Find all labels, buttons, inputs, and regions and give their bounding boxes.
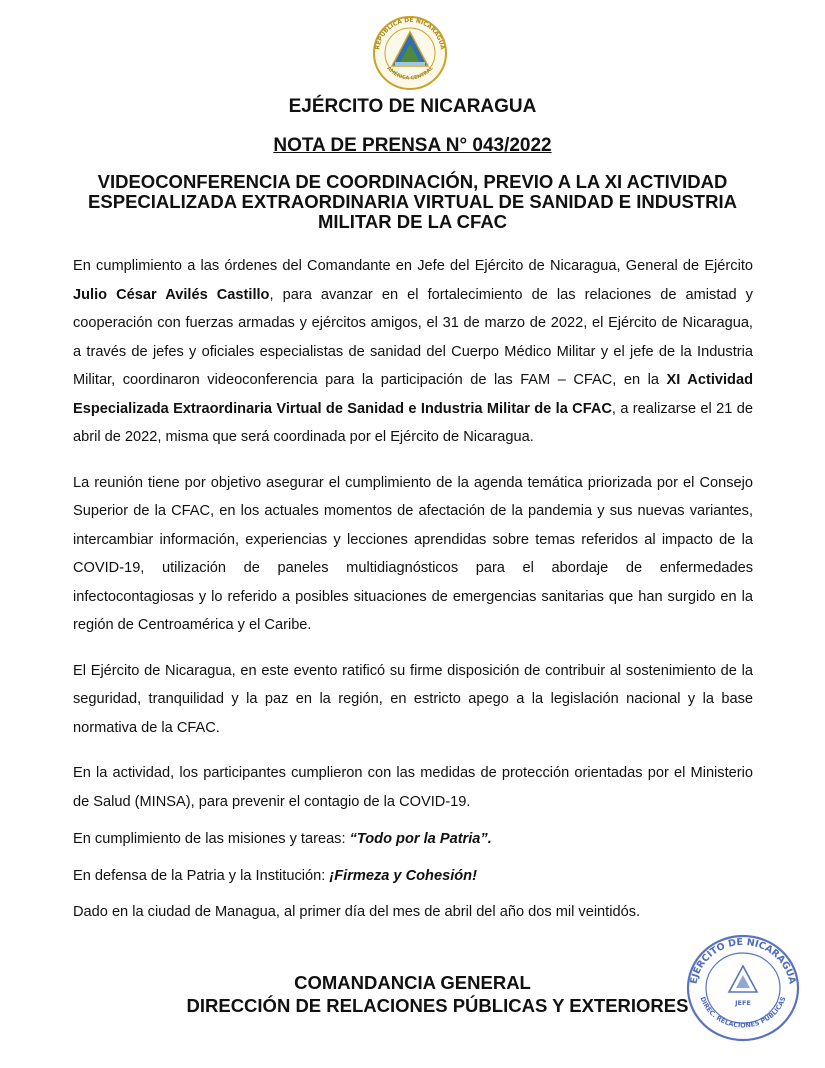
headline-line: VIDEOCONFERENCIA DE COORDINACIÓN, PREVIO A LA XI ACTIVIDAD [97, 171, 728, 192]
paragraph-measures: En la actividad, los participantes cumplieron con las medidas de protección orientadas por el Ministerio de Salud (MINSA), para prevenir el contagio de la COVID-19. [73, 765, 753, 810]
headline [70, 172, 755, 232]
paragraph-objective: La reunión tiene por objetivo asegurar el cumplimiento de la agenda temática priorizada por el Consejo Superior de la CFAC, en los actuales momentos de afectación de la pandemia y sus nuevas variantes, intercambiar información, experiencias y lecciones aprendidas sobre temas referidos al impacto de la COVID-19, utilización de paneles multidiagnósticos para el abordaje de enfermedades infectocontagiosas y lo referido a posibles situaciones de emergencias sanitarias que han surgido en la región de Centroamérica y el Caribe. [73, 474, 753, 633]
paragraph-motto-1 [73, 825, 753, 854]
motto-text: ¡Firmeza y Cohesión! [329, 867, 477, 884]
paragraph-text: En cumplimiento de las misiones y tareas: [73, 831, 350, 847]
headline-line: ESPECIALIZADA EXTRAORDINARIA VIRTUAL DE SANIDAD E INDUSTRIA [88, 191, 737, 212]
coat-of-arms-seal [362, 14, 458, 92]
commander-name: Julio César Avilés Castillo [73, 286, 270, 303]
paragraph-text: En defensa de la Patria y la Institución: [73, 867, 330, 884]
paragraph-text: , a realizarse el 21 de abril de 2022, misma que será coordinada por el Ejército de Nicaragua. [73, 400, 753, 445]
paragraph-date: Dado en la ciudad de Managua, al primer día del mes de abril del año dos mil veintidós. [73, 904, 641, 920]
motto-text: “Todo por la Patria”. [349, 831, 492, 847]
organization-title: EJÉRCITO DE NICARAGUA [288, 96, 537, 117]
event-name: XI Actividad Especializada Extraordinaria Virtual de Sanidad e Industria Militar de la CFAC [73, 372, 753, 417]
paragraph-text: , para avanzar en el fortalecimiento de las relaciones de amistad y cooperación con fuerzas armadas y ejércitos amigos, el 31 de marzo de 2022, el Ejército de Nicaragua, a través de jefes y oficiales especialistas de sanidad del Cuerpo Médico Militar y el jefe de la Industria Militar, coordinaron videoconferencia para la participación de las FAM – CFAC, en la [73, 286, 753, 388]
paragraph-motto-2 [73, 862, 753, 891]
seal-text-bottom: AMÉRICA CENTRAL [385, 65, 435, 82]
headline-line: MILITAR DE LA CFAC [317, 211, 508, 232]
press-note-number: NOTA DE PRENSA N° 043/2022 [273, 135, 552, 156]
official-stamp [684, 932, 802, 1044]
paragraph-intro [73, 252, 753, 452]
stamp-text-bottom: DIREC. RELACIONES PÚBLICAS [698, 995, 788, 1030]
seal-text-top: REPÚBLICA DE NICARAGUA [374, 16, 446, 51]
paragraph-text: En cumplimiento a las órdenes del Comandante en Jefe del Ejército de Nicaragua, General de Ejército [73, 258, 753, 274]
stamp-text-top: EJÉRCITO DE NICARAGUA [688, 936, 798, 986]
signature-line-1: COMANDANCIA GENERAL [294, 972, 531, 993]
stamp-text-middle: JEFE [735, 999, 751, 1007]
paragraph-ratification: El Ejército de Nicaragua, en este evento ratificó su firme disposición de contribuir al sostenimiento de la seguridad, tranquilidad y la paz en la región, en estricto apego a la legislación nacional y la base normativa de la CFAC. [73, 662, 753, 736]
signature-line-2: DIRECCIÓN DE RELACIONES PÚBLICAS Y EXTERIORES [186, 995, 689, 1016]
press-release-body [73, 252, 753, 927]
